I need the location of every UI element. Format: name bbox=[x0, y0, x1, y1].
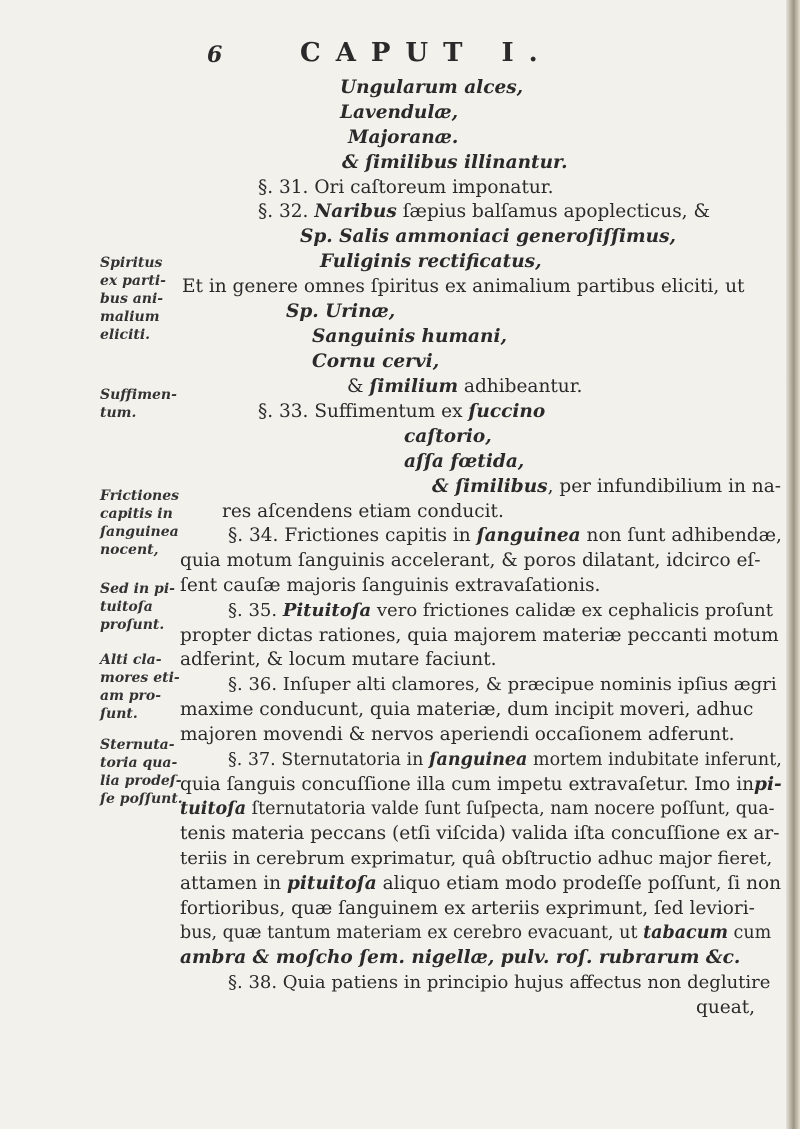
text-line: Sp. Urinæ, bbox=[286, 301, 396, 322]
margin-line: ſanguinea bbox=[100, 524, 179, 540]
text-line bbox=[228, 748, 782, 772]
text-line: Sp. Salis ammoniaci generoſiſſimus, bbox=[300, 226, 676, 247]
text-line: quia motum ſanguinis accelerant, & poros dilatant, idcirco eſ- bbox=[180, 550, 761, 571]
text-line: & ſimilibus illinantur. bbox=[342, 152, 568, 173]
text-line bbox=[258, 400, 545, 424]
catchword: queat, bbox=[696, 997, 756, 1018]
text-line: Cornu cervi, bbox=[312, 351, 440, 372]
text-run: & ſimilibus bbox=[432, 476, 548, 497]
text-run: non ſunt adhibendæ, bbox=[586, 525, 782, 546]
text-run: aliquo etiam modo prodeſſe poſſunt, ſi non bbox=[382, 873, 782, 894]
text-line bbox=[180, 773, 782, 797]
margin-line: ex parti- bbox=[100, 273, 166, 289]
margin-line: ſunt. bbox=[100, 706, 138, 722]
text-run: §. 33. Suffimentum ex bbox=[258, 401, 463, 422]
margin-line: tuitoſa bbox=[100, 599, 153, 615]
text-run: cum bbox=[733, 923, 772, 943]
text-line bbox=[258, 200, 710, 224]
margin-line: Frictiones bbox=[100, 488, 180, 504]
text-run: Naribus bbox=[314, 201, 397, 222]
margin-line: Sed in pi- bbox=[100, 581, 175, 597]
text-run: mortem indubitate inferunt, bbox=[532, 750, 782, 770]
running-title: CAPUT I. bbox=[300, 38, 553, 68]
margin-line: proſunt. bbox=[100, 617, 165, 633]
margin-line: tum. bbox=[100, 405, 137, 421]
text-run: & bbox=[347, 376, 364, 397]
page-edge bbox=[786, 0, 800, 1129]
margin-line: Sternuta- bbox=[100, 737, 175, 753]
text-line bbox=[180, 921, 771, 945]
margin-note-suffimentum bbox=[100, 386, 177, 422]
margin-line: Suffimen- bbox=[100, 387, 177, 403]
text-run: §. 37. Sternutatoria in bbox=[228, 750, 424, 770]
text-line bbox=[258, 176, 554, 200]
margin-line: mores eti- bbox=[100, 670, 180, 686]
text-line: §. 38. Quia patiens in principio hujus affectus non deglutire bbox=[228, 972, 771, 993]
text-line bbox=[228, 524, 782, 548]
text-line: Sanguinis humani, bbox=[312, 326, 507, 347]
margin-line: Alti cla- bbox=[100, 652, 162, 668]
margin-line: nocent, bbox=[100, 542, 159, 558]
text-run: pi- bbox=[754, 774, 782, 795]
margin-line: toria qua- bbox=[100, 755, 178, 771]
text-run: attamen in bbox=[180, 873, 282, 894]
margin-line: bus ani- bbox=[100, 291, 164, 307]
text-run: ſternutatoria valde ſunt ſuſpecta, nam nocere poſſunt, qua- bbox=[251, 799, 775, 819]
text-line: §. 36. Inſuper alti clamores, & præcipue nominis ipſius ægri bbox=[228, 674, 777, 695]
margin-line: malium bbox=[100, 309, 160, 325]
text-run: ſanguinea bbox=[429, 750, 528, 770]
text-line: caſtorio, bbox=[404, 426, 492, 447]
margin-line: Spiritus bbox=[100, 255, 163, 271]
text-run: , per infundibilium in na- bbox=[547, 476, 781, 497]
text-line bbox=[228, 599, 773, 623]
text-line: res aſcendens etiam conducit. bbox=[222, 501, 504, 522]
text-run: pituitoſa bbox=[286, 873, 377, 894]
margin-note-sternutatoria bbox=[100, 736, 183, 808]
margin-line: ſe poſſunt. bbox=[100, 791, 183, 807]
text-line: Lavendulæ, bbox=[340, 102, 459, 123]
section-number: §. 32. bbox=[258, 201, 309, 222]
text-line bbox=[432, 475, 781, 499]
page-number: 6 bbox=[207, 42, 223, 68]
text-line: maxime conducunt, quia materiæ, dum incipit moveri, adhuc bbox=[180, 699, 754, 720]
text-run: ſuccino bbox=[468, 401, 546, 422]
text-line: tenis materia peccans (etſi viſcida) valida iſta concuſſione ex ar- bbox=[180, 823, 780, 844]
margin-line: eliciti. bbox=[100, 327, 151, 343]
section-number: §. 35. bbox=[228, 600, 278, 621]
margin-line: capitis in bbox=[100, 506, 173, 522]
text-run: quia ſanguis concuſſione illa cum impetu extravaſetur. Imo in bbox=[180, 774, 755, 795]
text-line: ambra & moſcho ſem. nigellæ, pulv. roſ. rubrarum &c. bbox=[180, 947, 741, 968]
text-run: vero frictiones calidæ ex cephalicis proſunt bbox=[376, 600, 773, 621]
text-line bbox=[180, 797, 775, 821]
margin-line: am pro- bbox=[100, 688, 162, 704]
text-line: Majoranæ. bbox=[348, 127, 459, 148]
text-run: Ori caſtoreum imponatur. bbox=[314, 177, 554, 198]
margin-note-clamores bbox=[100, 651, 180, 723]
text-line bbox=[180, 872, 781, 896]
margin-line: lia prodeſ- bbox=[100, 773, 182, 789]
margin-note-frictiones bbox=[100, 487, 179, 559]
text-run: tuitoſa bbox=[180, 799, 247, 819]
text-line: Ungularum alces, bbox=[340, 77, 524, 98]
text-run: bus, quæ tantum materiam ex cerebro evacuant, ut bbox=[180, 923, 638, 943]
text-line: ſent cauſæ majoris ſanguinis extravaſationis. bbox=[180, 575, 601, 596]
text-run: Pituitoſa bbox=[282, 600, 372, 621]
margin-note-pituitosa bbox=[100, 580, 175, 634]
text-line: adferint, & locum mutare faciunt. bbox=[180, 649, 497, 670]
text-line: Fuliginis rectificatus, bbox=[320, 251, 542, 272]
text-run: tabacum bbox=[643, 923, 728, 943]
text-run: adhibeantur. bbox=[463, 376, 583, 397]
text-line: fortioribus, quæ ſanguinem ex arteriis exprimunt, ſed leviori- bbox=[180, 898, 755, 919]
section-number: §. 31. bbox=[258, 177, 309, 198]
text-line: teriis in cerebrum exprimatur, quâ obſtructio adhuc major fieret, bbox=[180, 848, 773, 869]
text-run: §. 34. Frictiones capitis in bbox=[228, 525, 471, 546]
text-run: ſæpius balſamus apoplecticus, & bbox=[402, 201, 710, 222]
text-line: majoren movendi & nervos aperiendi occaſionem adferunt. bbox=[180, 724, 735, 745]
text-run: ſimilium bbox=[369, 376, 459, 397]
text-line: Et in genere omnes ſpiritus ex animalium partibus eliciti, ut bbox=[182, 276, 745, 297]
text-line: aſſa fœtida, bbox=[404, 451, 525, 472]
text-line: propter dictas rationes, quia majorem materiæ peccanti motum bbox=[180, 625, 779, 646]
text-line bbox=[347, 375, 582, 399]
text-run: ſanguinea bbox=[476, 525, 581, 546]
margin-note-spiritus bbox=[100, 254, 166, 344]
